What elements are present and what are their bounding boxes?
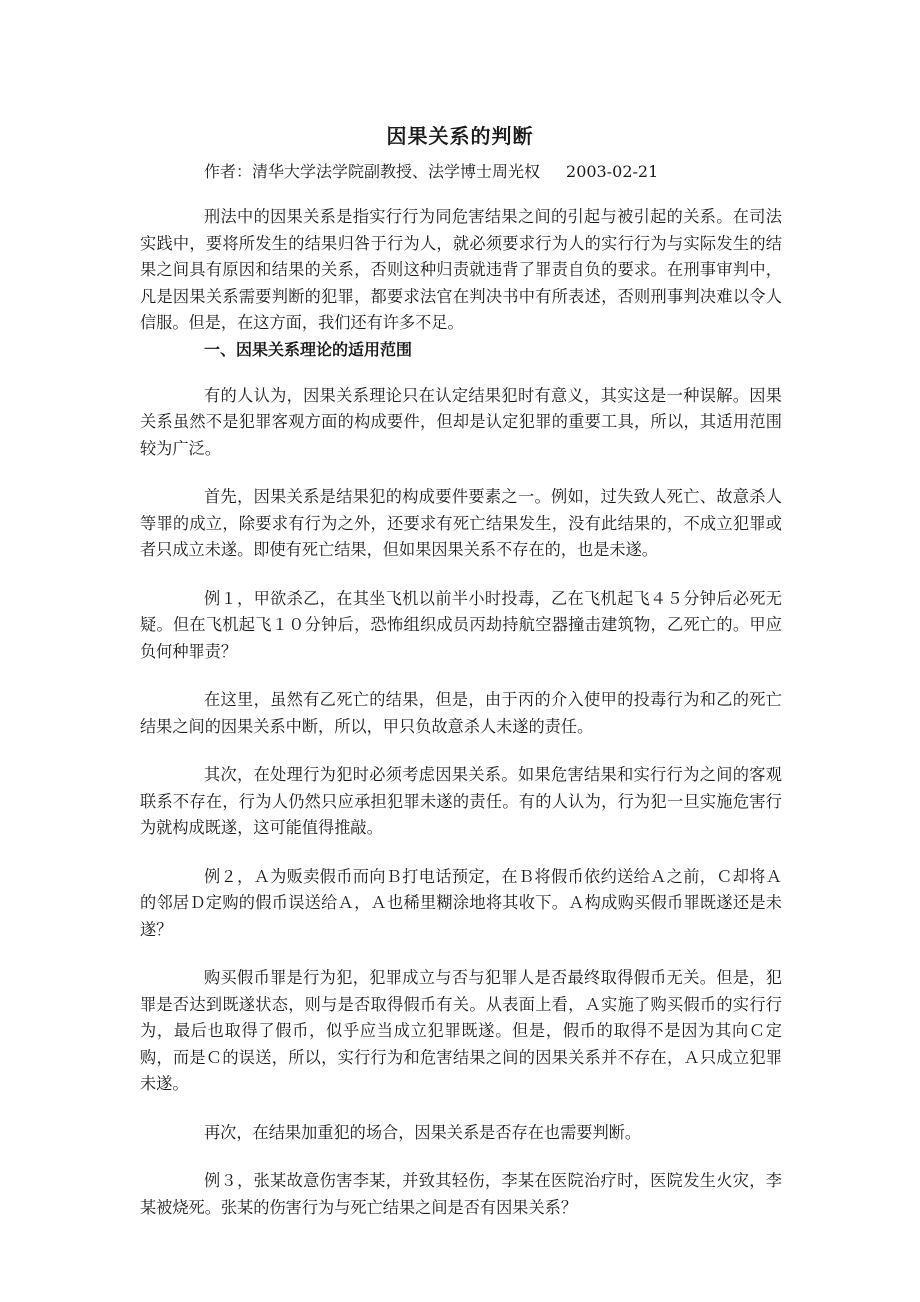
byline: [204, 160, 658, 184]
paragraph-intro: 刑法中的因果关系是指实行行为同危害结果之间的引起与被引起的关系。在司法实践中，要将所发生的结果归咎于行为人，就必须要求行为人的实行行为与实际发生的结果之间具有原因和结果的关系，否则这种归责就违背了罪责自负的要求。在刑事审判中，凡是因果关系需要判断的犯罪，都要求法官在判决书中有所表述，否则刑事判决难以令人信服。但是，在这方面，我们还有许多不足。: [140, 207, 782, 332]
paragraph-example-2: 例２，Ａ为贩卖假币而向Ｂ打电话预定，在Ｂ将假币依约送给Ａ之前，Ｃ却将Ａ的邻居Ｄ定购的假币误送给Ａ，Ａ也稀里糊涂地将其收下。Ａ构成购买假币罪既遂还是未遂？: [140, 866, 782, 939]
document-title: 因果关系的判断: [386, 124, 534, 148]
paragraph-example-1: 例１，甲欲杀乙，在其坐飞机以前半小时投毒，乙在飞机起飞４５分钟后必死无疑。但在飞机起飞１０分钟后，恐怖组织成员丙劫持航空器撞击建筑物，乙死亡的。甲应负何种罪责？: [140, 588, 782, 661]
paragraph: 再次，在结果加重犯的场合，因果关系是否存在也需要判断。: [204, 1122, 642, 1142]
section-heading: 一、因果关系理论的适用范围: [204, 339, 413, 359]
paragraph: 首先，因果关系是结果犯的构成要件要素之一。例如，过失致人死亡、故意杀人等罪的成立，除要求有行为之外，还要求有死亡结果发生，没有此结果的，不成立犯罪或者只成立未遂。即使有死亡结果，但如果因果关系不存在的，也是未遂。: [140, 487, 782, 559]
paragraph: 在这里，虽然有乙死亡的结果，但是，由于丙的介入使甲的投毒行为和乙的死亡结果之间的因果关系中断，所以，甲只负故意杀人未遂的责任。: [140, 690, 782, 736]
byline-date: 2003-02-21: [566, 162, 659, 181]
document-body: [140, 204, 782, 1243]
paragraph: 购买假币罪是行为犯，犯罪成立与否与犯罪人是否最终取得假币无关。但是，犯罪是否达到既遂状态，则与是否取得假币有关。从表面上看，Ａ实施了购买假币的实行行为，最后也取得了假币，似乎应当成立犯罪既遂。但是，假币的取得不是因为其向Ｃ定购，而是Ｃ的误送，所以，实行行为和危害结果之间的因果关系并不存在，Ａ只成立犯罪未遂。: [140, 968, 782, 1093]
byline-author: 作者：清华大学法学院副教授、法学博士周光权: [204, 162, 541, 181]
paragraph-example-3: 例３，张某故意伤害李某，并致其轻伤，李某在医院治疗时，医院发生火灾，李某被烧死。张某的伤害行为与死亡结果之间是否有因果关系？: [140, 1171, 782, 1217]
paragraph: 有的人认为，因果关系理论只在认定结果犯时有意义，其实这是一种误解。因果关系虽然不是犯罪客观方面的构成要件，但却是认定犯罪的重要工具，所以，其适用范围较为广泛。: [140, 385, 782, 458]
paragraph: 其次，在处理行为犯时必须考虑因果关系。如果危害结果和实行行为之间的客观联系不存在，行为人仍然只应承担犯罪未遂的责任。有的人认为，行为犯一旦实施危害行为就构成既遂，这可能值得推敲。: [140, 765, 782, 837]
